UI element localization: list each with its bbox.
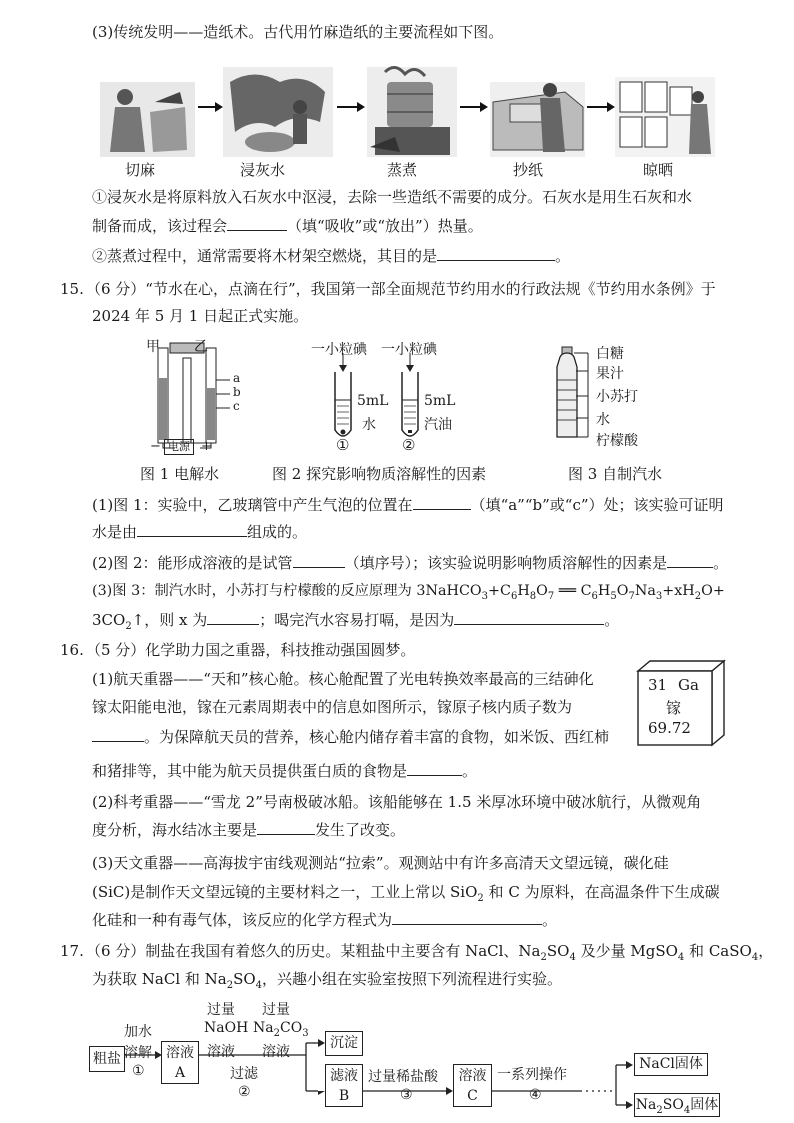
q15-number: 15. — [60, 280, 84, 298]
answer-blank[interactable] — [454, 609, 604, 625]
answer-blank[interactable] — [137, 521, 247, 537]
step-3-marker: ③ — [400, 1087, 413, 1103]
answer-blank[interactable] — [257, 819, 315, 835]
steaming-image — [367, 67, 457, 157]
element-number: 31 — [648, 676, 668, 694]
ingredient-baking-soda: 小苏打 — [596, 389, 638, 405]
arrow-2 — [337, 102, 365, 112]
q16-intro: （5 分）化学助力国之重器，科技推动强国圆梦。 — [86, 641, 416, 659]
step-label-dry: 晾晒 — [643, 161, 674, 179]
ingredient-sugar: 白糖 — [596, 346, 624, 362]
q17-number: 17. — [60, 942, 84, 960]
q16-part3-line2: (SiC)是制作天文望远镜的主要材料之一，工业上常以 SiO$_2$ 和 C 为原料，在高温条件下生成碳 — [92, 883, 720, 904]
q15-part3-line2: $3CO_2↑$，则 x 为 ；喝完汽水容易打嗝，是因为 。 — [92, 611, 620, 632]
answer-blank[interactable] — [207, 609, 259, 625]
step-2-marker: ② — [238, 1084, 251, 1100]
dissolve-label: 溶解 — [124, 1045, 152, 1061]
q16-part1-line3: 。为保障航天员的营养，核心舱内储存着丰富的食物，如米饭、西红柿 — [92, 726, 609, 747]
q16-part1-line1: (1)航天重器——“天和”核心舱。核心舱配置了光电转换效率最高的三结砷化 — [92, 670, 594, 688]
tube-number-2: ② — [402, 436, 416, 454]
making-paper-image — [490, 82, 585, 157]
plus-label: + — [201, 439, 212, 454]
q16-part3-line3: 化硅和一种有毒气体，该反应的化学方程式为 。 — [92, 911, 558, 929]
answer-blank[interactable] — [392, 909, 542, 925]
nacl-solid-box: NaCl固体 — [634, 1053, 708, 1076]
q15-part1-line1: (1)图 1：实验中，乙玻璃管中产生气泡的位置在 （填“a”“b”或“c”）处；该实验可证明 — [92, 496, 724, 514]
iodine-label-1: 一小粒碘 — [311, 342, 367, 358]
papermaking-process-illustration — [95, 62, 794, 177]
tube-jia-label: 甲 — [146, 339, 160, 355]
q16-part1-line4: 和猪排等，其中能为航天员提供蛋白质的食物是 。 — [92, 762, 478, 780]
step-label-copy: 抄纸 — [513, 161, 544, 179]
soaking-lime-image — [223, 67, 333, 157]
q16-number: 16. — [60, 641, 84, 659]
q16-part2-line2: 度分析，海水结冰主要是 发生了改变。 — [92, 821, 406, 839]
element-symbol: Ga — [678, 676, 699, 694]
answer-blank[interactable] — [413, 494, 471, 510]
precipitate-box: 沉淀 — [325, 1031, 363, 1056]
figure3-caption: 图 3 自制汽水 — [568, 465, 663, 483]
q17-intro-line1: （6 分）制盐在我国有着悠久的历史。某粗盐中主要含有 NaCl、$Na_2SO_4$ 及少量 MgSO$_4$ 和 CaSO$_4$， — [86, 942, 774, 963]
na2co3-solution-label: 溶液 — [262, 1044, 290, 1060]
q16-part3-line1: (3)天文重器——高海拔宇宙线观测站“拉索”。观测站中有许多高清天文望远镜，碳化硅 — [92, 854, 669, 872]
q15-intro-line1: （6 分）“节水在心，点滴在行”，我国第一部全面规范节约用水的行政法规《节约用水条例》于 — [86, 280, 716, 298]
drying-image — [615, 77, 715, 157]
q16-part2-line1: (2)科考重器——“雪龙 2”号南极破冰船。该船能够在 1.5 米厚冰环境中破冰航行，从微观角 — [92, 793, 702, 811]
q15-intro-line2: 2024 年 5 月 1 日起正式实施。 — [92, 307, 309, 325]
filtrate-B-box: 滤液 B — [325, 1064, 363, 1107]
figure2-caption: 图 2 探究影响物质溶解性的因素 — [272, 465, 487, 483]
na2co3-label: $Na_2CO_3$ — [253, 1020, 309, 1039]
naoh-excess-label: 过量 — [207, 1002, 235, 1018]
q14-sub2: ②蒸煮过程中，通常需要将木材架空燃烧，其目的是 。 — [92, 247, 571, 265]
ingredient-water: 水 — [596, 412, 610, 428]
arrow-4 — [587, 102, 615, 112]
series-operations-label: 一系列操作 — [497, 1067, 567, 1083]
naoh-solution-label: 溶液 — [207, 1044, 235, 1060]
q14-sub1-line1: ①浸灰水是将原料放入石灰水中沤浸，去除一些造纸不需要的成分。石灰水是用生石灰和水 — [92, 188, 693, 206]
solution-C-box: 溶液 C — [453, 1064, 492, 1107]
ingredient-citric-acid: 柠檬酸 — [596, 433, 638, 449]
naoh-label: NaOH — [204, 1020, 249, 1036]
step-label-soak: 浸灰水 — [240, 161, 286, 179]
step-4-marker: ④ — [529, 1087, 542, 1103]
mark-b-label: b — [233, 385, 241, 399]
answer-blank[interactable] — [667, 552, 713, 568]
q15-part3-line1: (3)图 3：制汽水时，小苏打与柠檬酸的反应原理为 $3NaHCO_3+C_6H_8O_7$ ══ $C_6H_5O_7Na_3+xH_2O+$ — [92, 583, 725, 602]
ingredient-juice: 果汁 — [596, 366, 624, 382]
crude-salt-box: 粗盐 — [89, 1046, 125, 1072]
answer-blank[interactable] — [92, 726, 144, 742]
add-water-label: 加水 — [124, 1024, 152, 1040]
q17-intro-line2: 为获取 NaCl 和 $Na_2SO_4$，兴趣小组在实验室按照下列流程进行实验。 — [92, 970, 563, 991]
solution-A-box: 溶液 A — [161, 1041, 199, 1084]
element-mass: 69.72 — [648, 719, 691, 737]
arrow-3 — [460, 102, 488, 112]
step-label-steam: 蒸煮 — [387, 161, 418, 179]
q15-part2: (2)图 2：能形成溶液的是试管 （填序号）；该实验说明影响物质溶解性的因素是 。 — [92, 554, 729, 572]
minus-label: − — [150, 439, 161, 454]
q14-sub1-line2: 制备而成，该过程会 （填“吸收”或“放出”）热量。 — [92, 217, 483, 235]
answer-blank[interactable] — [407, 760, 462, 776]
na2so4-solid-box: $Na_2SO_4$固体 — [634, 1093, 720, 1117]
mark-c-label: c — [233, 399, 240, 413]
answer-blank[interactable] — [227, 215, 287, 231]
q15-part1-line2: 水是由 组成的。 — [92, 523, 308, 541]
step-1-marker: ① — [132, 1063, 145, 1079]
q14-part3-intro: (3)传统发明——造纸术。古代用竹麻造纸的主要流程如下图。 — [92, 23, 504, 41]
answer-blank[interactable] — [293, 552, 345, 568]
q16-part1-line2: 镓太阳能电池，镓在元素周期表中的信息如图所示，镓原子核内质子数为 — [92, 698, 573, 716]
figure1-caption: 图 1 电解水 — [140, 465, 220, 483]
element-name: 镓 — [666, 699, 682, 717]
mark-a-label: a — [233, 371, 241, 385]
solvent-gasoline-label: 汽油 — [424, 417, 452, 433]
power-source-label: 电源 — [164, 439, 194, 455]
tube-yi-label: 乙 — [194, 339, 208, 355]
filter-label: 过滤 — [230, 1066, 258, 1082]
volume-label-2: 5mL — [424, 393, 456, 409]
na2co3-excess-label: 过量 — [262, 1002, 290, 1018]
tube-number-1: ① — [336, 436, 350, 454]
answer-blank[interactable] — [437, 245, 555, 261]
cutting-hemp-image — [100, 82, 195, 157]
solvent-water-label: 水 — [362, 417, 376, 433]
arrow-1 — [198, 102, 223, 112]
excess-hcl-label: 过量稀盐酸 — [368, 1069, 438, 1085]
step-label-cut: 切麻 — [125, 161, 156, 179]
volume-label-1: 5mL — [357, 393, 389, 409]
iodine-label-2: 一小粒碘 — [381, 342, 437, 358]
